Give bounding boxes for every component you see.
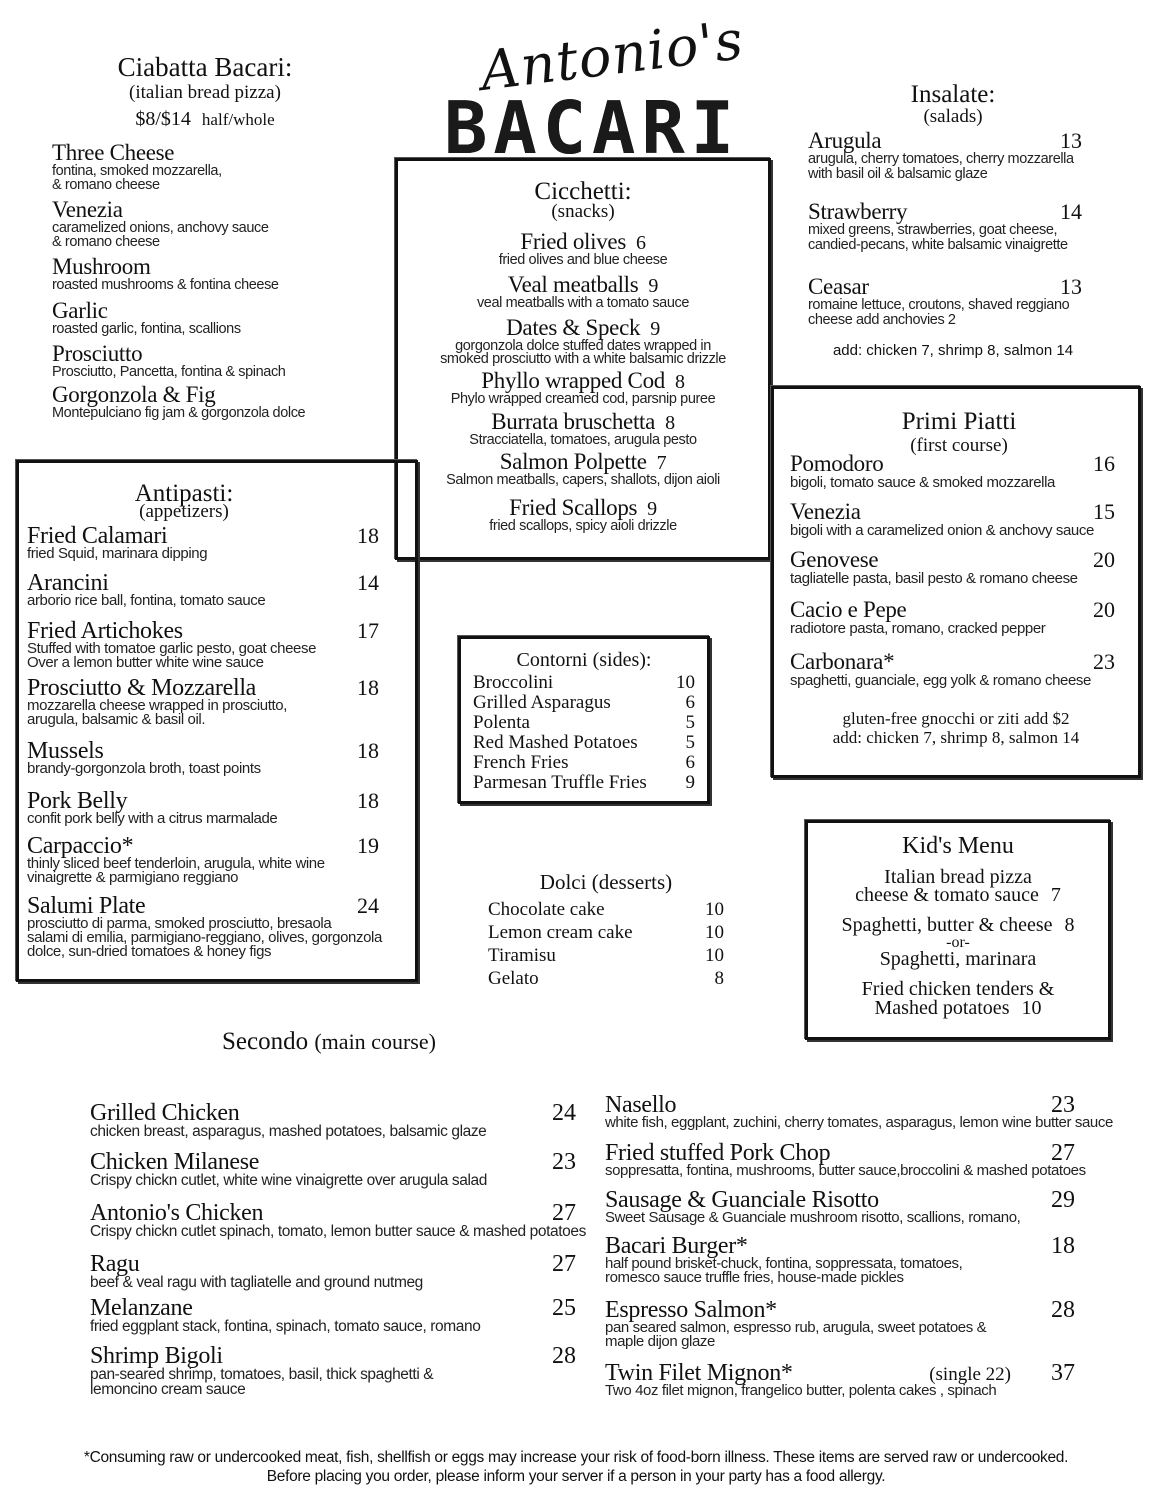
kids-line (808, 885, 1108, 905)
primi-title: Primi Piatti (901, 408, 1017, 435)
item-price: 27 (1051, 1140, 1075, 1166)
kids-line-text: Mashed potatoes (874, 997, 1010, 1019)
item-name: Venezia (790, 499, 861, 524)
kids-title: Kid's Menu (902, 833, 1014, 859)
cicchetti-box (395, 158, 771, 560)
item-name: Three Cheese (52, 140, 175, 165)
kids-line (808, 979, 1108, 999)
menu-item (790, 599, 1115, 636)
menu-item (790, 501, 1115, 538)
insalate-addons: add: chicken 7, shrimp 8, salmon 14 (832, 342, 1074, 359)
ciabatta-price-note: half/whole (201, 110, 275, 129)
item-description: Stracciatella, tomatoes, arugula pesto (469, 432, 697, 448)
item-price: 18 (357, 523, 379, 548)
item-price: 18 (357, 738, 379, 763)
kids-line-price: 10 (1021, 997, 1042, 1019)
row-name: Gelato (488, 968, 539, 989)
item-name: Bacari Burger* (605, 1233, 748, 1259)
item-name: Pork Belly (27, 788, 128, 814)
menu-item (90, 1151, 576, 1188)
item-name-text: Phyllo wrapped Cod (481, 368, 665, 393)
item-price: 8 (665, 412, 675, 434)
item-price: 23 (552, 1149, 576, 1175)
menu-item (790, 549, 1115, 586)
kids-line (808, 949, 1108, 969)
row-price: 10 (676, 672, 695, 693)
item-price: 7 (656, 452, 667, 474)
item-name: Shrimp Bigoli (90, 1343, 223, 1369)
item-description: smoked prosciutto with a white balsamic drizzle (440, 351, 726, 367)
menu-item (398, 370, 768, 406)
row-price: 8 (714, 968, 724, 989)
item-price: 16 (1093, 451, 1115, 476)
insalate-subtitle: (salads) (923, 106, 983, 127)
dolci-title: Dolci (desserts) (539, 870, 673, 894)
item-name: Ceasar (808, 274, 869, 299)
menu-row (473, 733, 695, 753)
menu-item (27, 740, 379, 776)
item-description: candied-pecans, white balsamic vinaigrette (808, 237, 1068, 253)
footer-line-1: *Consuming raw or undercooked meat, fish, shellfish or eggs may increase your risk of food-born illness. These items are served raw or undercooked. (83, 1449, 1069, 1466)
menu-item (398, 497, 768, 533)
item-price: 14 (357, 570, 379, 595)
item-price: 18 (357, 675, 379, 700)
menu-item (27, 525, 379, 561)
item-description: maple dijon glaze (605, 1333, 715, 1350)
item-price: 28 (1051, 1297, 1075, 1323)
menu-row (473, 693, 695, 713)
item-price: 9 (650, 318, 660, 340)
item-description: Crispy chickn cutlet spinach, tomato, lemon butter sauce & mashed potatoes (90, 1223, 586, 1240)
secondo-title: Secondo (222, 1028, 309, 1055)
item-description: vinaigrette & parmigiano reggiano (27, 869, 239, 886)
item-description: Montepulciano fig jam & gorgonzola dolce (52, 405, 306, 421)
contorni-title: Contorni (sides): (516, 649, 652, 671)
item-description: beef & veal ragu with tagliatelle and ground nutmeg (90, 1274, 423, 1291)
menu-item (52, 199, 370, 249)
item-description: radiotore pasta, romano, cracked pepper (790, 620, 1046, 637)
dolci-section (486, 870, 726, 1000)
item-description: with basil oil & balsamic glaze (808, 166, 988, 182)
menu-item (790, 651, 1115, 688)
item-name (398, 497, 768, 520)
item-description: cheese add anchovies 2 (808, 312, 956, 328)
footer-line-2: Before placing you order, please inform your server if a person in your party has a food allergy. (266, 1468, 886, 1485)
menu-item (90, 1200, 586, 1240)
item-description: & romano cheese (52, 234, 160, 250)
menu-item (398, 231, 768, 267)
item-name: Mussels (27, 738, 104, 764)
item-price: 9 (648, 275, 659, 297)
menu-item (808, 130, 1082, 182)
primi-box (771, 386, 1141, 778)
antipasti-subtitle: (appetizers) (139, 501, 229, 522)
logo (440, 8, 747, 180)
menu-row (473, 773, 695, 793)
item-price: 25 (552, 1295, 576, 1321)
row-price: 5 (685, 732, 695, 753)
item-name: Genovese (790, 547, 879, 572)
item-name-text: Burrata bruschetta (491, 409, 656, 434)
item-price: 20 (1093, 597, 1115, 622)
ciabatta-price-value: $8/$14 (135, 108, 191, 130)
antipasti-box (16, 460, 418, 982)
item-name: Prosciutto (52, 341, 143, 366)
antipasti-title: Antipasti: (134, 480, 234, 507)
menu-item (90, 1345, 576, 1397)
menu-item (90, 1102, 576, 1139)
item-description: Crispy chickn cutlet, white wine vinaigrette over arugula salad (90, 1172, 487, 1189)
menu-item (27, 835, 379, 885)
item-description: Salmon meatballs, capers, shallots, dijon aioli (446, 472, 720, 488)
row-price: 10 (705, 899, 724, 920)
item-description: Two 4oz filet mignon, frangelico butter, polenta cakes , spinach (605, 1382, 997, 1399)
item-description: fried olives and blue cheese (498, 252, 668, 268)
ciabatta-title: Ciabatta Bacari: (117, 52, 293, 82)
menu-item (52, 343, 370, 379)
item-name: Mushroom (52, 254, 151, 279)
primi-subtitle: (first course) (910, 435, 1008, 456)
kids-line (808, 915, 1108, 935)
item-description: bigoli, tomato sauce & smoked mozzarella (790, 474, 1055, 491)
item-name: Gorgonzola & Fig (52, 382, 216, 407)
item-name: Garlic (52, 298, 108, 323)
menu-item (27, 620, 379, 670)
menu-item (605, 1299, 1075, 1349)
item-description: half pound brisket-chuck, fontina, soppressata, tomatoes, (605, 1255, 963, 1272)
item-name (398, 451, 768, 474)
item-name: Fried Artichokes (27, 618, 183, 644)
row-name: Polenta (473, 712, 530, 733)
item-name: Carpaccio* (27, 833, 134, 859)
item-name: Melanzane (90, 1295, 193, 1321)
item-price: 29 (1051, 1187, 1075, 1213)
kids-line-text: Spaghetti, butter & cheese (841, 914, 1053, 936)
kids-line-text: -or- (946, 934, 970, 951)
primi-note-gluten: gluten-free gnocchi or ziti add $2 (842, 709, 1070, 728)
kids-box (805, 820, 1111, 1040)
item-price: 13 (1060, 128, 1082, 153)
item-name-text: Veal meatballs (507, 272, 639, 297)
menu-item (398, 451, 768, 487)
menu-item (52, 142, 370, 192)
menu-row (473, 673, 695, 693)
item-description: pan seared salmon, espresso rub, arugula, sweet potatoes & (605, 1319, 987, 1336)
item-description: roasted garlic, fontina, scallions (52, 321, 241, 337)
menu-row (488, 923, 724, 943)
item-name: Carbonara* (790, 649, 895, 674)
ciabatta-section (40, 50, 370, 430)
item-price: 24 (552, 1100, 576, 1126)
item-name: Salumi Plate (27, 893, 146, 919)
menu-row (473, 713, 695, 733)
item-description: arugula, balsamic & basil oil. (27, 711, 206, 728)
item-name: Nasello (605, 1092, 677, 1118)
menu-item (27, 572, 379, 608)
item-price: 27 (552, 1200, 576, 1226)
item-name: Arugula (808, 128, 882, 153)
item-name: Pomodoro (790, 451, 884, 476)
item-name-text: Salmon Polpette (499, 449, 647, 474)
menu-item (605, 1140, 1086, 1179)
item-description: romesco sauce truffle fries, house-made pickles (605, 1269, 904, 1286)
kids-line-text: Spaghetti, marinara (879, 948, 1037, 970)
cicchetti-subtitle: (snacks) (551, 201, 615, 222)
item-price: 13 (1060, 274, 1082, 299)
menu-row (473, 753, 695, 773)
secondo-heading (222, 1028, 522, 1056)
item-name: Venezia (52, 197, 123, 222)
item-name: Fried stuffed Pork Chop (605, 1140, 831, 1166)
item-price: 27 (552, 1251, 576, 1277)
row-name: Grilled Asparagus (473, 692, 611, 713)
item-price: 28 (552, 1343, 576, 1369)
primi-note-addons: add: chicken 7, shrimp 8, salmon 14 (832, 728, 1080, 747)
item-name: Strawberry (808, 199, 908, 224)
item-description: brandy-gorgonzola broth, toast points (27, 760, 261, 777)
kids-line-price: 7 (1050, 884, 1061, 906)
item-description: arborio rice ball, fontina, tomato sauce (27, 592, 266, 609)
menu-item (790, 453, 1115, 490)
row-price: 5 (685, 712, 695, 733)
item-name: Antonio's Chicken (90, 1200, 264, 1226)
logo-script: Antonio's (477, 8, 747, 103)
item-description: thinly sliced beef tenderloin, arugula, white wine (27, 855, 325, 872)
item-price: 14 (1060, 199, 1082, 224)
item-description: fontina, smoked mozzarella, (52, 163, 222, 179)
insalate-title: Insalate: (910, 81, 996, 108)
item-description: lemoncino cream sauce (90, 1381, 246, 1398)
item-description: white fish, eggplant, zuchini, cherry tomates, asparagus, lemon wine butter sauce (605, 1114, 1113, 1131)
item-name: Grilled Chicken (90, 1100, 240, 1126)
row-price: 9 (685, 772, 695, 793)
menu-item (605, 1092, 1113, 1131)
item-description: & romano cheese (52, 177, 160, 193)
item-description: chicken breast, asparagus, mashed potatoes, balsamic glaze (90, 1123, 487, 1140)
item-name: Cacio e Pepe (790, 597, 907, 622)
item-price: 19 (357, 833, 379, 858)
item-name: Prosciutto & Mozzarella (27, 675, 257, 701)
item-description: prosciutto di parma, smoked prosciutto, bresaola (27, 915, 332, 932)
menu-item (52, 300, 370, 336)
item-description: fried scallops, spicy aioli drizzle (489, 518, 677, 534)
menu-item (398, 317, 768, 366)
item-name: Ragu (90, 1251, 140, 1277)
menu-item (52, 384, 370, 420)
secondo-subtitle: (main course) (314, 1029, 436, 1054)
item-name: Chicken Milanese (90, 1149, 260, 1175)
item-description: dolce, sun-dried tomatoes & honey figs (27, 943, 272, 960)
menu-item (398, 411, 768, 447)
item-description: Over a lemon butter white wine sauce (27, 654, 264, 671)
menu-row (488, 969, 724, 989)
row-name: Parmesan Truffle Fries (473, 772, 647, 793)
item-price: 18 (357, 788, 379, 813)
menu-item (27, 790, 379, 826)
menu-item (605, 1362, 1075, 1398)
item-name: Fried Calamari (27, 523, 168, 549)
item-name (398, 370, 768, 393)
item-name-text: Dates & Speck (506, 315, 641, 340)
item-price: 20 (1093, 547, 1115, 572)
item-description: Prosciutto, Pancetta, fontina & spinach (52, 364, 286, 380)
menu-item (808, 201, 1082, 253)
item-name: Espresso Salmon* (605, 1297, 777, 1323)
item-name: Sausage & Guanciale Risotto (605, 1187, 879, 1213)
kids-line (808, 998, 1108, 1018)
ciabatta-subtitle: (italian bread pizza) (129, 82, 281, 103)
item-price: 18 (1051, 1233, 1075, 1259)
item-name: Arancini (27, 570, 109, 596)
row-name: Red Mashed Potatoes (473, 732, 638, 753)
item-description: Stuffed with tomatoe garlic pesto, goat cheese (27, 640, 317, 657)
item-description: confit pork belly with a citrus marmalade (27, 810, 278, 827)
item-description: caramelized onions, anchovy sauce (52, 220, 269, 236)
footer-allergy-notice (40, 1448, 1112, 1486)
row-name: French Fries (473, 752, 569, 773)
row-price: 6 (685, 752, 695, 773)
menu-item (90, 1253, 576, 1290)
menu-item (605, 1235, 1075, 1285)
menu-item (605, 1189, 1075, 1225)
menu-item (27, 677, 379, 727)
menu-item (52, 256, 370, 292)
item-description: spaghetti, guanciale, egg yolk & romano cheese (790, 672, 1091, 689)
item-price: 15 (1093, 499, 1115, 524)
menu-item (27, 893, 382, 960)
menu-row (488, 946, 724, 966)
menu-item (808, 276, 1082, 328)
kids-line-text: Fried chicken tenders & (861, 978, 1055, 1000)
item-description: mozzarella cheese wrapped in prosciutto, (27, 697, 287, 714)
item-description: arugula, cherry tomatoes, cherry mozzarella (808, 151, 1074, 167)
row-name: Broccolini (473, 672, 554, 693)
item-price: 8 (675, 371, 685, 393)
item-price: 24 (357, 893, 379, 918)
row-price: 6 (685, 692, 695, 713)
row-price: 10 (705, 922, 724, 943)
item-name (398, 411, 768, 434)
item-description: fried eggplant stack, fontina, spinach, tomato sauce, romano (90, 1318, 481, 1335)
kids-line-text: Italian bread pizza (884, 866, 1032, 888)
item-description: romaine lettuce, croutons, shaved reggiano (808, 297, 1070, 313)
row-name: Lemon cream cake (488, 922, 633, 943)
menu-item (90, 1297, 576, 1334)
item-description: gorgonzola dolce stuffed dates wrapped in (455, 338, 711, 354)
item-description: soppresatta, fontina, mushrooms, butter sauce,broccolini & mashed potatoes (605, 1162, 1086, 1179)
cicchetti-title: Cicchetti: (534, 178, 632, 205)
item-description: veal meatballs with a tomato sauce (476, 295, 690, 311)
item-price: 23 (1093, 649, 1115, 674)
item-name (398, 317, 768, 340)
contorni-box (458, 636, 710, 804)
item-name (398, 231, 768, 254)
item-description: tagliatelle pasta, basil pesto & romano cheese (790, 570, 1078, 587)
kids-line-price: 8 (1064, 914, 1075, 936)
item-price: 37 (1051, 1360, 1075, 1386)
item-description: roasted mushrooms & fontina cheese (52, 277, 279, 293)
row-name: Tiramisu (488, 945, 556, 966)
item-name-text: Fried olives (520, 229, 626, 254)
menu-row (488, 900, 724, 920)
item-description: pan-seared shrimp, tomatoes, basil, thick spaghetti & (90, 1366, 434, 1383)
row-price: 10 (705, 945, 724, 966)
item-description: bigoli with a caramelized onion & anchovy sauce (790, 522, 1094, 539)
item-description: Phylo wrapped creamed cod, parsnip puree (450, 391, 716, 407)
item-price: 9 (647, 498, 657, 520)
item-description: salami di emilia, parmigiano-reggiano, olives, gorgonzola (27, 929, 382, 946)
item-price: 23 (1051, 1092, 1075, 1118)
item-name (398, 274, 768, 297)
kids-line-text: cheese & tomato sauce (855, 884, 1039, 906)
ciabatta-price (40, 108, 370, 131)
item-description: fried Squid, marinara dipping (27, 545, 208, 562)
item-name: Twin Filet Mignon* (605, 1360, 793, 1386)
row-name: Chocolate cake (488, 899, 605, 920)
menu-item (398, 274, 768, 310)
item-description: Sweet Sausage & Guanciale mushroom risotto, scallions, romano, (605, 1209, 1021, 1226)
item-price: 17 (357, 618, 379, 643)
item-price: 6 (635, 232, 646, 254)
logo-word: BACARI (444, 86, 741, 170)
item-description: mixed greens, strawberries, goat cheese, (808, 222, 1058, 238)
insalate-section (808, 82, 1098, 372)
item-note: (single 22) (929, 1364, 1011, 1385)
item-name-text: Fried Scallops (509, 495, 638, 520)
